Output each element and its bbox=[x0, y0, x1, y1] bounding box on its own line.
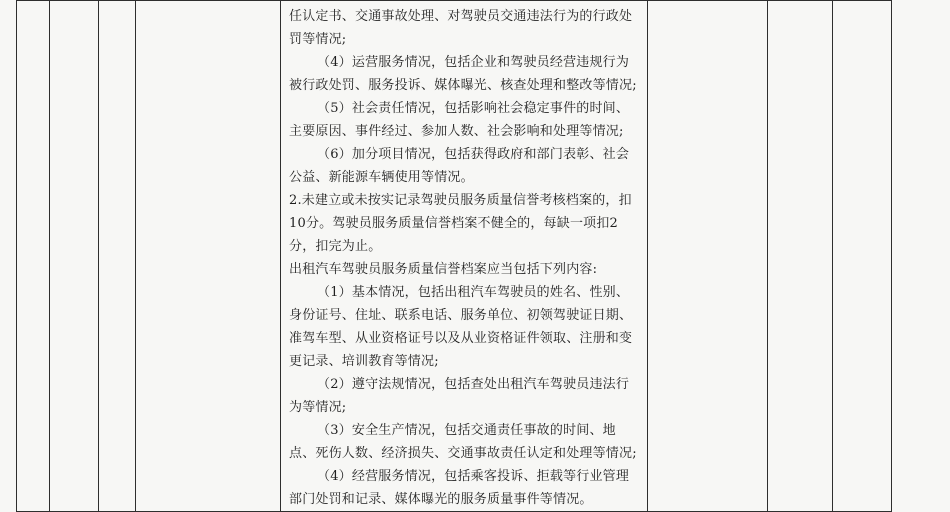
criteria-paragraph: 出租汽车驾驶员服务质量信誉档案应当包括下列内容: bbox=[289, 262, 598, 277]
category-column-cell bbox=[50, 1, 99, 512]
criteria-text bbox=[281, 1, 647, 511]
criteria-paragraph: 任认定书、交通事故处理、对驾驶员交通违法行为的行政处罚等情况; bbox=[289, 9, 633, 47]
deduction-column-cell bbox=[768, 1, 833, 512]
criteria-paragraph: （2）遵守法规情况，包括查处出租汽车驾驶员违法行为等情况; bbox=[289, 377, 630, 415]
criteria-paragraph: （5）社会责任情况，包括影响社会稳定事件的时间、主要原因、事件经过、参加人数、社会影响和处理等情况; bbox=[289, 101, 630, 139]
evidence-column-cell bbox=[648, 1, 768, 512]
assessment-table bbox=[16, 0, 892, 512]
criteria-paragraph: （3）安全生产情况，包括交通责任事故的时间、地点、死伤人数、经济损失、交通事故责任认定和处理等情况; bbox=[289, 423, 637, 461]
remark-column-cell bbox=[833, 1, 892, 512]
criteria-paragraph: （6）加分项目情况，包括获得政府和部门表彰、社会公益、新能源车辆使用等情况。 bbox=[289, 147, 630, 185]
criteria-paragraph: （1）基本情况，包括出租汽车驾驶员的姓名、性别、身份证号、住址、联系电话、服务单位、初领驾驶证日期、准驾车型、从业资格证号以及从业资格证件领取、注册和变更记录、培训教育等情况; bbox=[289, 285, 633, 369]
criteria-paragraph: 2.未建立或未按实记录驾驶员服务质量信誉考核档案的，扣10分。驾驶员服务质量信誉档案不健全的，每缺一项扣2分，扣完为止。 bbox=[289, 193, 632, 254]
score-column-cell bbox=[99, 1, 136, 512]
index-column-cell bbox=[17, 1, 50, 512]
criteria-paragraph: （4）运营服务情况，包括企业和驾驶员经营违规行为被行政处罚、服务投诉、媒体曝光、核查处理和整改等情况; bbox=[289, 55, 637, 93]
criteria-paragraph: （4）经营服务情况，包括乘客投诉、拒载等行业管理部门处罚和记录、媒体曝光的服务质量事件等情况。 bbox=[289, 469, 630, 507]
item-column-cell bbox=[136, 1, 281, 512]
criteria-column-cell bbox=[281, 1, 648, 512]
table-row bbox=[17, 1, 892, 512]
